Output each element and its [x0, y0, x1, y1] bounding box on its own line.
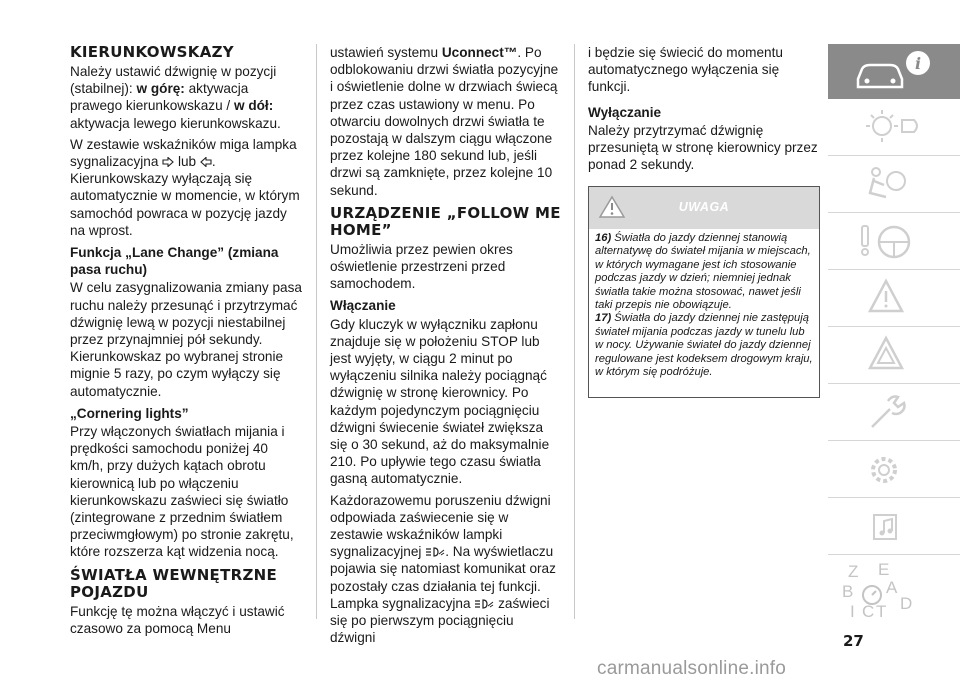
- heading-swiatla-wewnetrzne: ŚWIATŁA WEWNĘTRZNE POJAZDU: [70, 565, 278, 601]
- note-number: 16): [595, 232, 612, 244]
- index-letter: A: [886, 578, 898, 597]
- warning-box: [588, 186, 820, 398]
- paragraph: Gdy kluczyk w wyłączniku zapłonu znajduje się w położeniu STOP lub jest wyjęty, w ciągu 2 minut po wyłączeniu silnika należy pociągnąć dźwignię w stronę kierownicy. Po każdym pojedynczym pociągnięciu dźwigni świecenie świateł zwiększa się o 30 sekund, aż do maksymalnie 210. Po upływie tego czasu światła gasną automatycznie.: [330, 316, 550, 487]
- tab-starting-driving[interactable]: [828, 215, 960, 270]
- index-letter: T: [876, 602, 887, 621]
- note-text: Światła do jazdy dziennej stanowią alternatywę do świateł mijania w miejscach, w których wymagane jest ich stosowanie podczas jazdy w dzień; niemniej jednak światła takie można stosować, nawet jeśli taki przepis nie obowiązuje.: [595, 232, 811, 312]
- wrench-icon: [852, 391, 936, 435]
- index-letter: Z: [848, 562, 859, 581]
- column-divider: [316, 44, 317, 619]
- tab-maintenance[interactable]: [828, 386, 960, 441]
- heading-cornering-lights: „Cornering lights”: [70, 405, 189, 421]
- multimedia-music-icon: [852, 505, 936, 549]
- follow-me-home-lamp-icon: [474, 599, 494, 609]
- text: . Kierunkowskazy wyłączają się automatycznie w momencie, w którym samochód powraca w pozycję jazdy na wprost.: [70, 154, 300, 238]
- page-number: 27: [843, 632, 864, 650]
- turn-left-indicator-icon: [200, 157, 212, 167]
- tab-warning-lights[interactable]: [828, 272, 960, 327]
- svg-text:i: i: [914, 54, 922, 73]
- warning-header: [589, 187, 819, 229]
- emergency-triangle-icon: [852, 334, 936, 378]
- text: ustawień systemu: [330, 45, 442, 60]
- paragraph: Funkcję tę można włączyć i ustawić czasowo za pomocą Menu: [70, 603, 285, 636]
- index-letter: I: [850, 602, 855, 621]
- dashboard-lights-icon: [852, 106, 936, 150]
- text: aktywacja lewego kierunkowskazu.: [70, 115, 281, 131]
- warning-lights-icon: [852, 277, 936, 321]
- follow-me-home-lamp-icon: [425, 547, 445, 557]
- column-divider: [574, 44, 575, 619]
- text-bold: w dół:: [233, 98, 274, 114]
- steering-wheel-icon: [852, 220, 936, 264]
- index-letter: D: [900, 594, 913, 613]
- gear-icon: [852, 448, 936, 492]
- paragraph: [70, 63, 302, 132]
- note-number: 17): [595, 312, 612, 325]
- index-letter: C: [862, 602, 875, 621]
- turn-right-indicator-icon: [162, 157, 174, 167]
- text: . Na wyświetlaczu pojawia się natomiast komunikat oraz pozostały czas działania tej funkcji. Lampka sygnalizacyjna: [330, 544, 556, 611]
- heading-kierunkowskazy: KIERUNKOWSKAZY: [70, 43, 234, 61]
- paragraph: Należy przytrzymać dźwignię przesuniętą w stronę kierownicy przez ponad 2 sekundy.: [588, 122, 818, 173]
- tab-emergency[interactable]: [828, 329, 960, 384]
- text: zaświeci się po pierwszym pociągnięciu dźwigni: [330, 595, 550, 646]
- heading-wylaczanie: Wyłączanie: [588, 104, 662, 120]
- index-letter: B: [842, 582, 854, 601]
- tab-multimedia[interactable]: [828, 500, 960, 555]
- paragraph: [330, 492, 562, 647]
- paragraph: i będzie się świecić do momentu automatycznego wyłączenia się funkcji.: [588, 45, 783, 95]
- text: Każdorazowemu poruszeniu dźwigni odpowiada zaświecenie się w zestawie wskaźników lampki sygnalizacyjnej: [330, 492, 551, 560]
- paragraph: [330, 44, 562, 199]
- text: W zestawie wskaźników miga lampka sygnalizacyjna: [70, 136, 297, 170]
- paragraph: Umożliwia przez pewien okres oświetlenie przestrzeni przed samochodem.: [330, 241, 513, 292]
- warning-note-16: [595, 232, 813, 312]
- safety-airbag-icon: [852, 163, 936, 207]
- warning-note-17: [595, 312, 813, 379]
- index-letter: E: [878, 560, 890, 579]
- column-2: [330, 44, 562, 651]
- chapter-tabs: [828, 44, 960, 625]
- heading-lane-change: Funkcja „Lane Change” (zmiana pasa ruchu): [70, 245, 279, 278]
- text: aktywacja prawego kierunkowskazu /: [70, 81, 249, 114]
- warning-body: [589, 229, 819, 379]
- footer-watermark[interactable]: carmanualsonline.info: [597, 658, 787, 679]
- tab-technical-data[interactable]: [828, 443, 960, 498]
- text-bold: w górę:: [136, 81, 185, 97]
- heading-follow-me-home: URZĄDZENIE „FOLLOW ME HOME”: [330, 203, 561, 239]
- text-bold: Uconnect™: [441, 45, 518, 60]
- column-1: [70, 44, 302, 641]
- tab-car-info[interactable]: [828, 44, 960, 99]
- tab-safety[interactable]: [828, 158, 960, 213]
- column-3: [588, 44, 818, 177]
- paragraph: [70, 136, 302, 239]
- warning-title: UWAGA: [678, 200, 730, 214]
- heading-wlaczanie: Włączanie: [330, 298, 396, 314]
- tab-dashboard-lights[interactable]: [828, 101, 960, 156]
- car-info-icon: [852, 49, 936, 93]
- alphabet-index-icon: [836, 559, 926, 621]
- note-text: Światła do jazdy dziennej nie zastępują świateł mijania podczas jazdy w tunelu lub w nocy. Używanie świateł do jazdy dziennej regulowane jest kodeksem drogowym kraju, w którym się podróżuje.: [595, 312, 813, 379]
- tab-index[interactable]: [828, 557, 960, 623]
- text: lub: [174, 154, 200, 170]
- paragraph: Przy włączonych światłach mijania i prędkości samochodu poniżej 40 km/h, przy dużych kątach obrotu kierownicą lub po włączeniu kierunkowskazu zaświeci się światło (zintegrowane z przednim światłem przeciwmgłowym) po stronie zakrętu, które rozszerza kąt widzenia nocą.: [70, 424, 294, 560]
- text: Należy ustawić dźwignię w pozycji (stabilnej):: [70, 64, 277, 97]
- paragraph: W celu zasygnalizowania zmiany pasa ruchu należy przesunąć i przytrzymać dźwignię lewą w pozycji niestabilnej przez przynajmniej pół sekundy. Kierunkowskaz po wybranej stronie mignie 5 razy, po czym wyłączy się automatycznie.: [70, 280, 302, 399]
- text: . Po odblokowaniu drzwi światła pozycyjne i oświetlenie dolne w drzwiach świecą przez czas ustawiony w menu. Po otwarciu dowolnych drzwi światła te pozostają w dalszym ciągu włączone przez kolejne 180 sekund lub, jeśli drzwi są zamknięte, przez kolejne 10 sekund.: [330, 45, 559, 198]
